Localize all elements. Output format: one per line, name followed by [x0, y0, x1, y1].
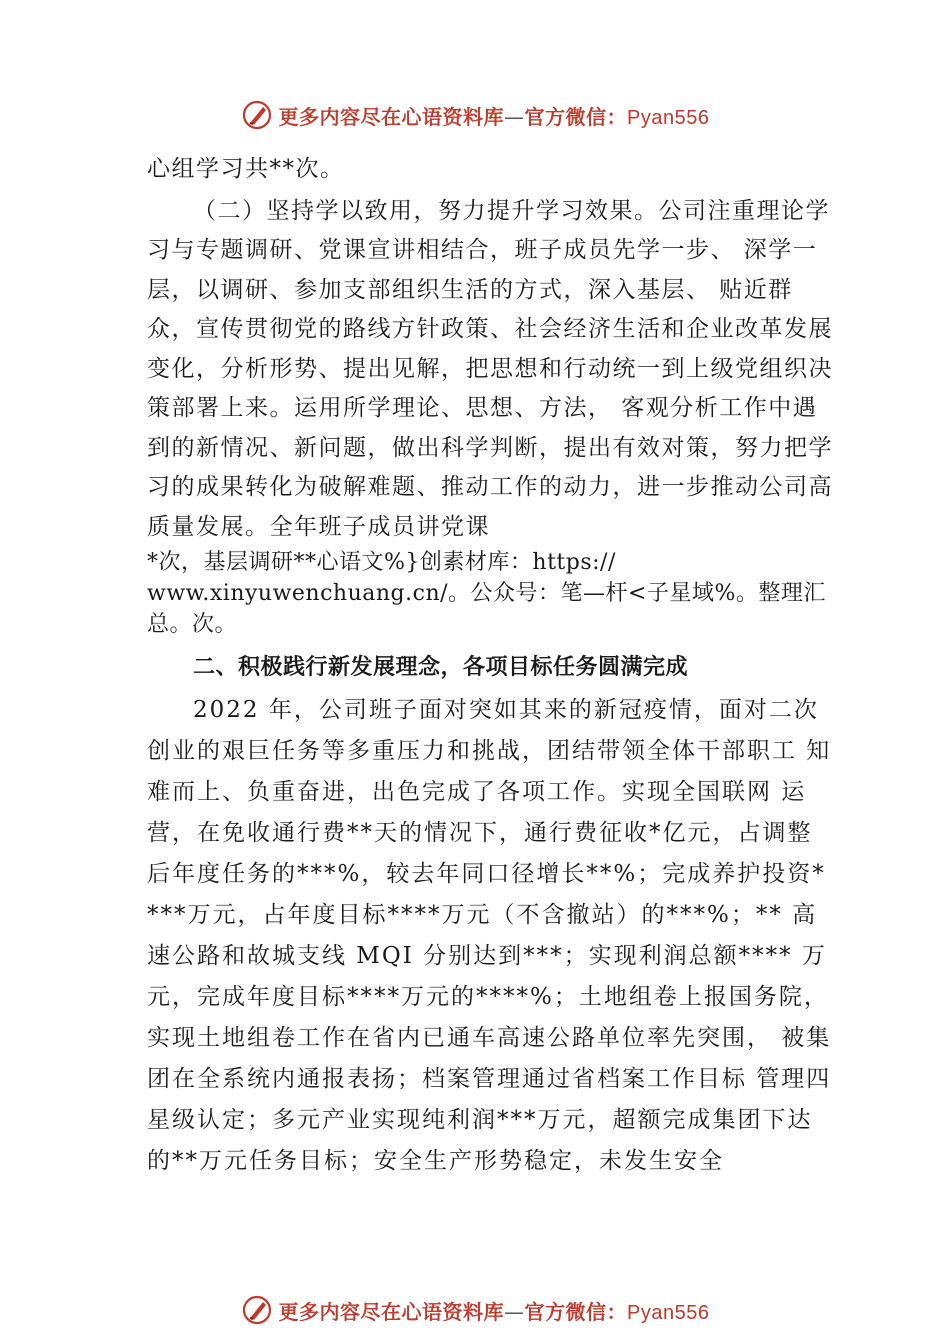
footer-banner [0, 1290, 950, 1330]
document-body [147, 150, 837, 1182]
pen-logo-icon [241, 1294, 273, 1326]
watermark-line-1: *次，基层调研**心语文%}创素材库：https:// [147, 550, 616, 575]
paragraph-continuation: 心组学习共**次。 [147, 156, 345, 182]
header-brand-text: 更多内容尽在心语资料库 [278, 104, 505, 129]
footer-wechat-label: 官方微信： [524, 1299, 628, 1324]
header-wechat-label: 官方微信： [524, 104, 628, 129]
paragraph-study-application: （二）坚持学以致用，努力提升学习效果。公司注重理论学习与专题调研、党课宣讲相结合，班子成员先学一步、 深学一层，以调研、参加支部组织生活的方式，深入基层、 贴近群众，宣传贯彻党的路线方针政策、社会经济生活和企业改革发展变化，分析形势、提出见解，把思想和行动统一到上级党组织决策部署上来。运用所学理论、思想、方法， 客观分析工作中遇到的新情况、新问题，做出科学判断，提出有效对策，努力把学习的成果转化为破解难题、推动工作的动力，进一步推动公司高质量发展。全年班子成员讲党课 [147, 197, 833, 540]
footer-separator: — [504, 1299, 525, 1324]
header-wechat-id: Pyan556 [627, 106, 710, 129]
section-heading-2: 二、积极践行新发展理念，各项目标任务圆满完成 [193, 655, 689, 680]
watermark-line-2: www.xinyuwenchuang.cn/。公众号：笔—杆<子星域%。整理汇总。次。 [147, 581, 826, 637]
pen-logo-icon [241, 99, 273, 131]
header-banner [0, 95, 950, 135]
paragraph-2022-achievements: 2022 年，公司班子面对突如其来的新冠疫情，面对二次创业的艰巨任务等多重压力和挑战，团结带领全体干部职工 知难而上、负重奋进，出色完成了各项工作。实现全国联网 运营，在免收通行费**天的情况下，通行费征收*亿元，占调整后年度任务的***%，较去年同口径增长**%；完成养护投资****万元，占年度目标****万元（不含撤站）的***%；** 高速公路和故城支线 MQI 分别达到***；实现利润总额**** 万元，完成年度目标****万元的****%；土地组卷上报国务院，实现土地组卷工作在省内已通车高速公路单位率先突围， 被集团在全系统内通报表扬；档案管理通过省档案工作目标 管理四星级认定；多元产业实现纯利润***万元，超额完成集团下达的**万元任务目标；安全生产形势稳定，未发生安全 [147, 697, 832, 1174]
footer-wechat-id: Pyan556 [627, 1301, 710, 1324]
header-separator: — [504, 104, 525, 129]
footer-banner-text [279, 1296, 710, 1325]
footer-brand-text: 更多内容尽在心语资料库 [278, 1299, 505, 1324]
header-banner-text [279, 101, 710, 130]
